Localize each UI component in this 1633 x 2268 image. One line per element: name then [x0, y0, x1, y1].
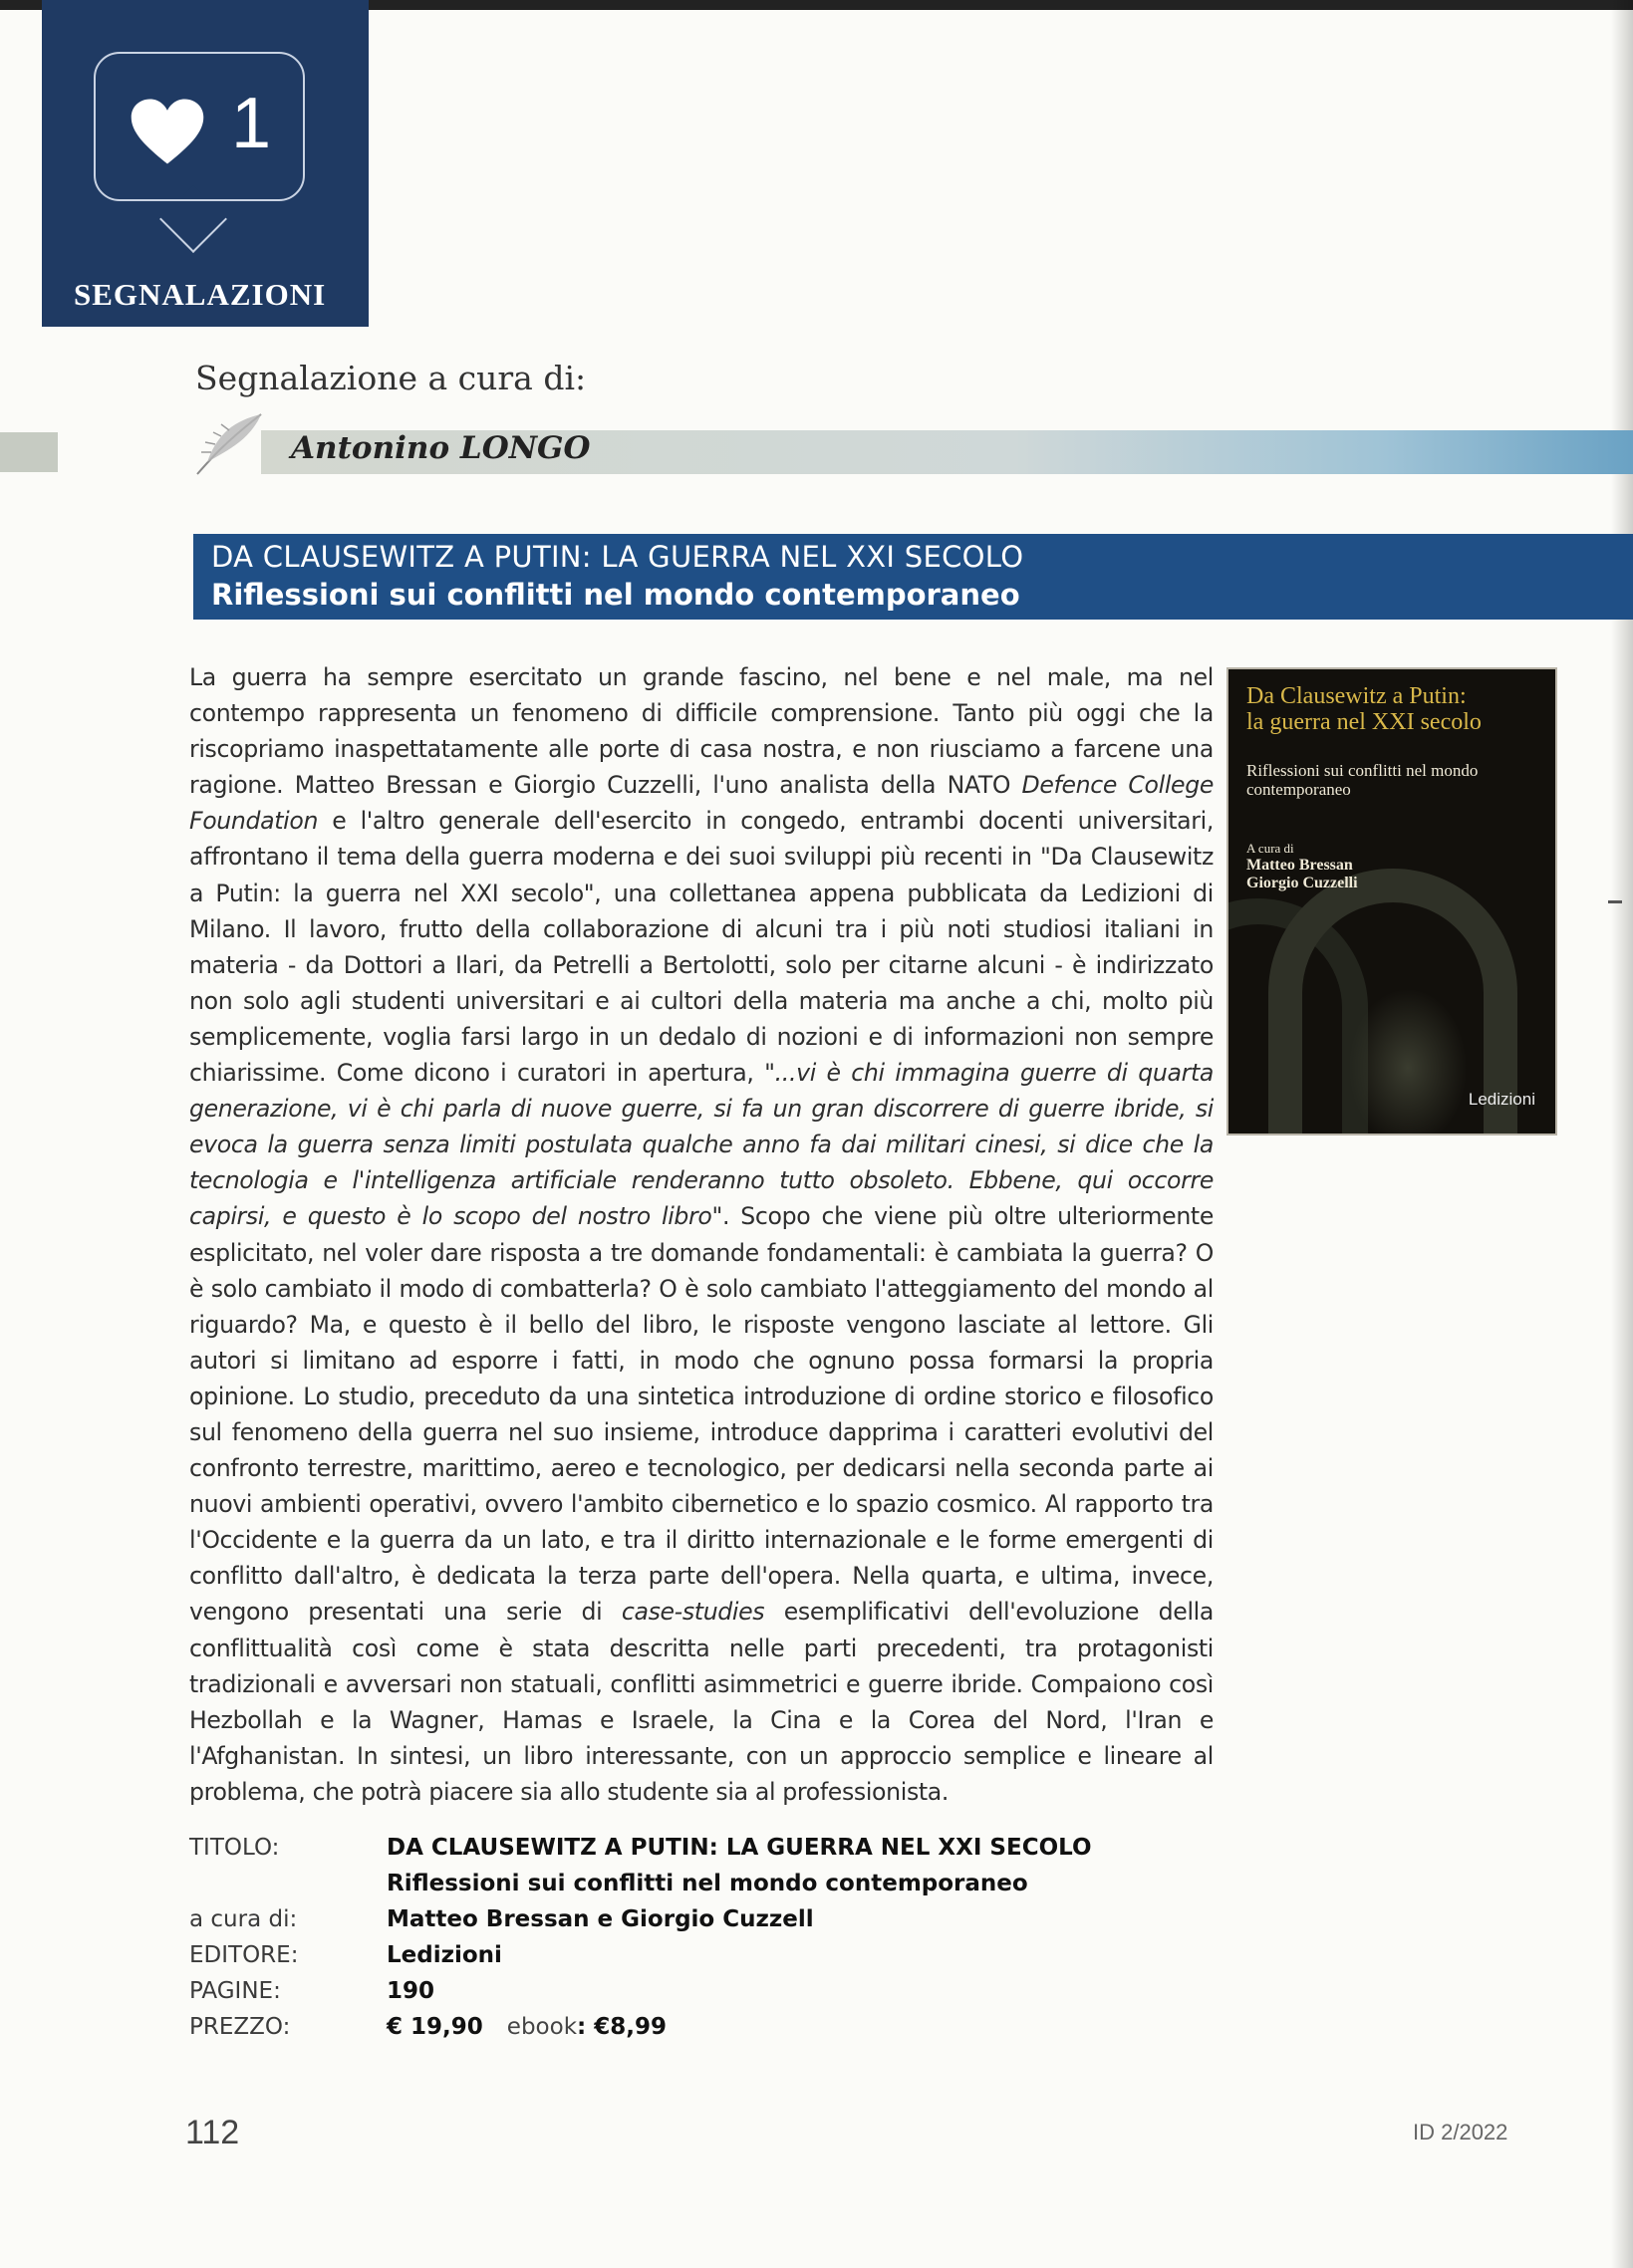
- author-name: Antonino LONGO: [291, 430, 591, 466]
- cover-title: [1246, 683, 1482, 735]
- banner-subtitle: Riflessioni sui conflitti nel mondo contemporaneo: [211, 578, 1020, 612]
- detail-label: PREZZO:: [189, 2014, 291, 2040]
- cover-glow: [1348, 988, 1468, 1135]
- article-italic: Defence College Foundation: [189, 771, 1214, 836]
- detail-value: Ledizioni: [387, 1942, 502, 1968]
- banner-title: DA CLAUSEWITZ A PUTIN: LA GUERRA NEL XXI SECOLO: [211, 540, 1024, 574]
- cover-subtitle: [1246, 761, 1478, 799]
- author-bar-left-block: [0, 432, 58, 472]
- issue-label: ID 2/2022: [1413, 2120, 1508, 2144]
- article-body: [189, 659, 1214, 1810]
- title-banner: [193, 534, 1633, 620]
- article-quote: ...vi è chi immagina guerre di quarta generazione, vi è chi parla di nuove guerre, si fa un gran discorrere di guerre ibride, si evoca la guerra senza limiti postulata qualche anno fa dai militari cinesi, si dice che la tecnologia e l'intelligenza artificiale renderanno tutto obsoleto. Ebbene, qui occorre capirsi, e questo è lo scopo del nostro libro: [189, 1059, 1214, 1231]
- article-text: ". Scopo che viene più oltre ulteriormente esplicitato, nel voler dare risposta a tre domande fondamentali: è cambiata la guerra? O è solo cambiato il modo di combatterla? O è solo cambiato l'atteggiamento del mondo al riguardo? Ma, e questo è il bello del libro, le risposte vengono lasciate al lettore. Gli autori si limitano ad esporre i fatti, in modo che ognuno possa formarsi la propria opinione. Lo studio, preceduto da una sintetica introduzione di ordine storico e filosofico sul fenomeno della guerra nel suo insieme, introduce dapprima i caratteri evolutivi del confronto terrestre, marittimo, aereo e tecnologico, per dedicarsi nella seconda parte ai nuovi ambienti operativi, ovvero l'ambito cibernetico e lo spazio cosmico. Al rapporto tra l'Occidente e la guerra da un lato, e tra il diritto internazionale e le forme emergenti di conflitto dall'altro, è dedicata la terza parte dell'opera. Nella quarta, e ultima, invece, vengono presentati una serie di: [189, 1202, 1214, 1627]
- detail-value: Matteo Bressan e Giorgio Cuzzell: [387, 1906, 814, 1932]
- page-edge-shadow: [1611, 0, 1633, 2268]
- page-number: 112: [185, 2114, 240, 2151]
- cover-title-line: la guerra nel XXI secolo: [1246, 709, 1482, 735]
- heart-icon: [130, 98, 205, 165]
- article-italic: case-studies: [621, 1598, 765, 1627]
- price-value: € 19,90: [387, 2014, 483, 2040]
- detail-value: Riflessioni sui conflitti nel mondo contemporaneo: [387, 1871, 1028, 1896]
- ebook-label: ebook: [506, 2014, 578, 2040]
- detail-label: TITOLO:: [189, 1835, 280, 1861]
- detail-value: [387, 2014, 667, 2040]
- detail-label: EDITORE:: [189, 1942, 299, 1968]
- article-text: La guerra ha sempre esercitato un grande fascino, nel bene e nel male, ma nel contempo rappresenta un fenomeno di difficile comprensione. Tanto più oggi che la riscopriamo inaspettatamente alle porte di casa nostra, e non riusciamo a farcene una ragione. Matteo Bressan e Giorgio Cuzzelli, l'uno analista della NATO: [189, 663, 1214, 800]
- detail-value: DA CLAUSEWITZ A PUTIN: LA GUERRA NEL XXI SECOLO: [387, 1835, 1092, 1861]
- article-text: e l'altro generale dell'esercito in congedo, entrambi docenti universitari, affrontano il tema della guerra moderna e dei suoi sviluppi più recenti in "Da Clausewitz a Putin: la guerra nel XXI secolo", una collettanea appena pubblicata da Ledizioni di Milano. Il lavoro, frutto della collaborazione di alcuni tra i più noti studiosi italiani in materia - da Dottori a Ilari, da Petrelli a Bertolotti, solo per citarne alcuni - è indirizzato non solo agli studenti universitari e ai cultori della materia ma anche a chi, molto più semplicemente, voglia farsi largo in un dedalo di nozioni e di informazioni non sempre chiarissime. Come dicono i curatori in apertura, ": [189, 807, 1214, 1088]
- cover-editor: Matteo Bressan: [1246, 857, 1353, 874]
- section-label: SEGNALAZIONI: [74, 277, 327, 312]
- margin-mark: [1608, 900, 1622, 903]
- article-text: esemplificativi dell'evoluzione della conflittualità così come è stata descritta nelle parti precedenti, tra protagonisti tradizionali e avversari non statuali, conflitti asimmetrici e guerre ibride. Compaiono così Hezbollah e la Wagner, Hamas e Israele, la Cina e la Corea del Nord, l'Iran e l'Afghanistan. In sintesi, un libro interessante, con un approccio semplice e lineare al problema, che potrà piacere sia allo studente sia al professionista.: [189, 1598, 1214, 1806]
- like-count: 1: [231, 84, 272, 163]
- book-cover: [1226, 667, 1557, 1135]
- cover-title-line: Da Clausewitz a Putin:: [1246, 683, 1467, 709]
- cover-editor: Giorgio Cuzzelli: [1246, 875, 1358, 891]
- ebook-price: : €8,99: [577, 2014, 667, 2040]
- detail-label: PAGINE:: [189, 1978, 281, 2004]
- curated-by-label: Segnalazione a cura di:: [195, 359, 587, 397]
- detail-value: 190: [387, 1978, 435, 2004]
- cover-curated-label: A cura di: [1246, 841, 1294, 856]
- detail-label: a cura di:: [189, 1906, 298, 1932]
- section-badge: [42, 0, 369, 327]
- feather-icon: [191, 406, 273, 480]
- cover-publisher: Ledizioni: [1468, 1090, 1535, 1109]
- cover-subtitle-line: contemporaneo: [1246, 780, 1351, 799]
- cover-subtitle-line: Riflessioni sui conflitti nel mondo: [1246, 761, 1479, 780]
- cover-editors: [1246, 857, 1358, 892]
